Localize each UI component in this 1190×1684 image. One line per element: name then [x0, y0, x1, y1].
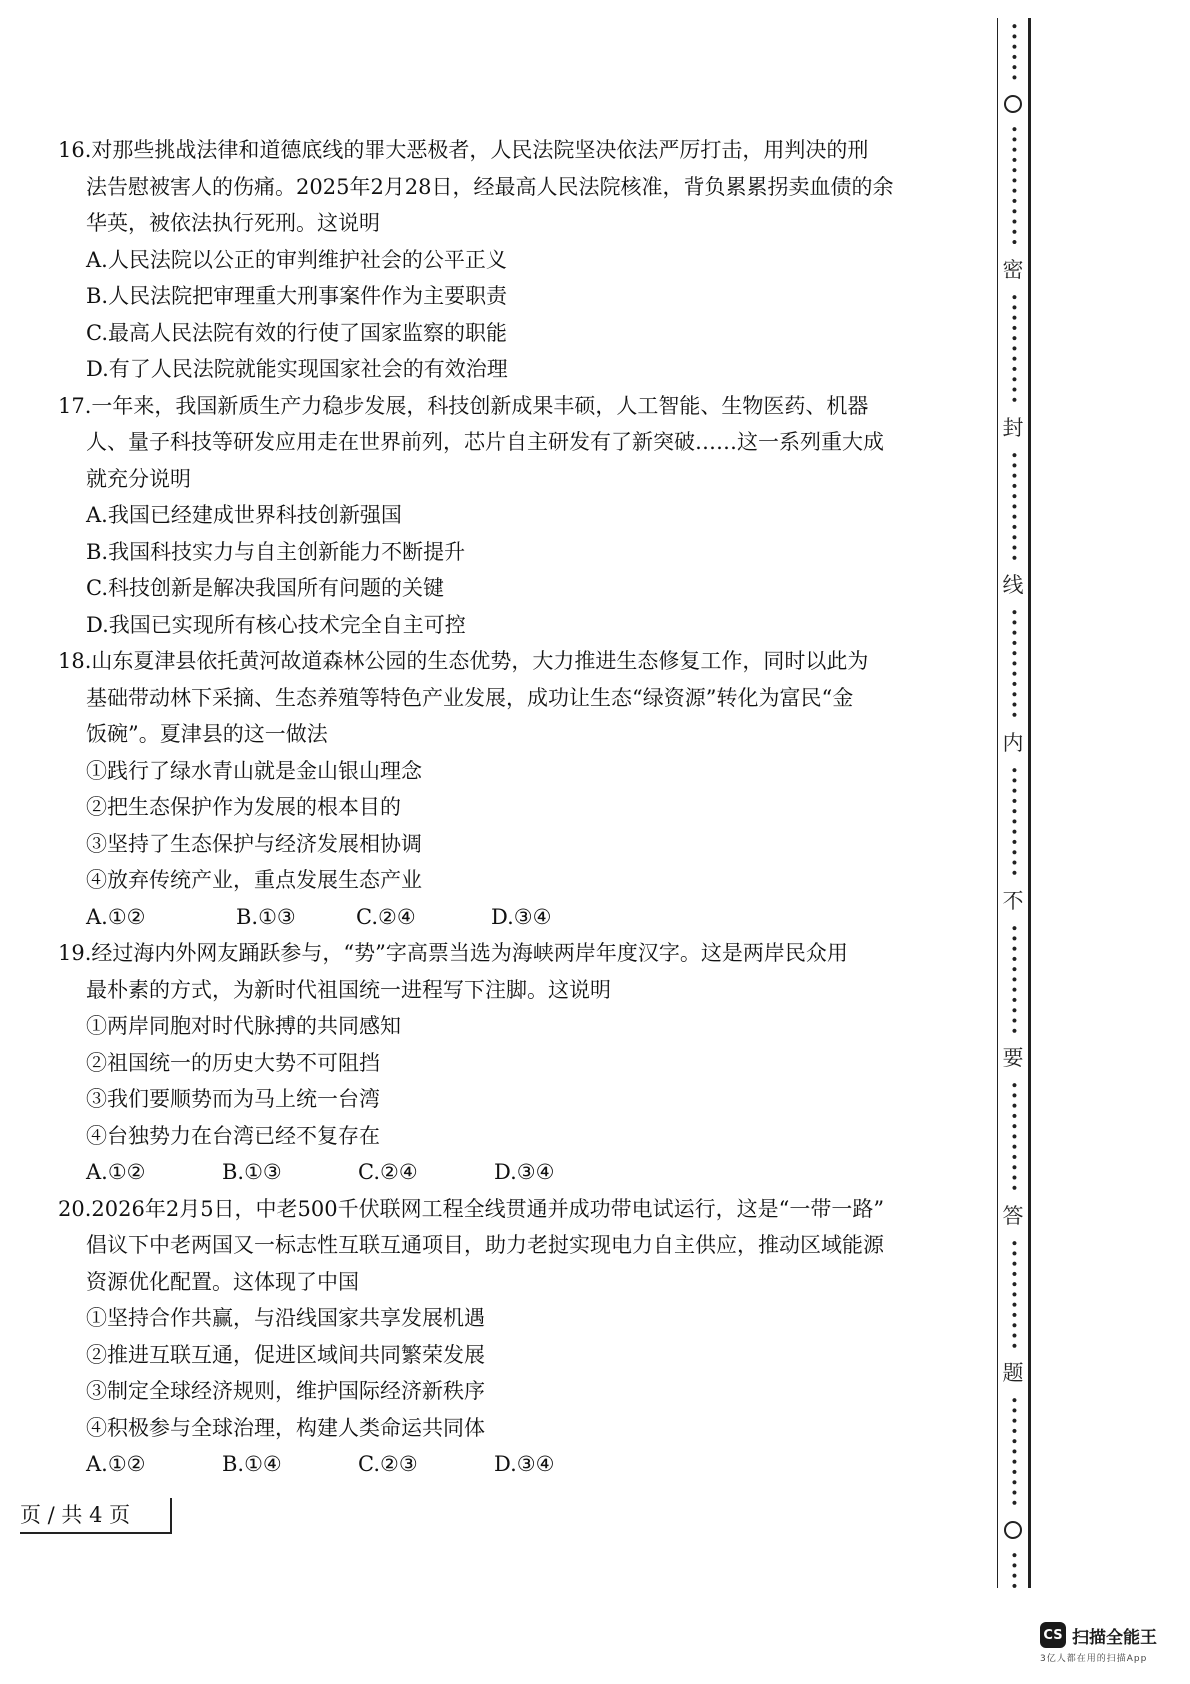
- statement-3: ③我们要顺势而为马上统一台湾: [86, 1087, 380, 1111]
- statement-3: ③坚持了生态保护与经济发展相协调: [86, 831, 422, 856]
- option-b: B.我国科技实力与自主创新能力不断提升: [86, 539, 466, 564]
- statement-2: ②推进互联互通，促进区域间共同繁荣发展: [86, 1342, 485, 1367]
- choice-b: B.①③: [236, 904, 296, 929]
- seal-char: 要: [1002, 1046, 1024, 1071]
- dotted-line: •••••••••••: [1005, 450, 1021, 564]
- option-d: D.我国已实现所有核心技术完全自主可控: [86, 612, 466, 637]
- statement-3: ③制定全球经济规则，维护国际经济新秩序: [86, 1379, 485, 1403]
- question-stem: 16.对那些挑战法律和道德底线的罪大恶极者，人民法院坚决依法严厉打击，用判决的刑: [58, 138, 869, 162]
- seal-char: 密: [1002, 258, 1024, 283]
- choice-c: C.②④: [356, 904, 416, 929]
- statement-4: ④台独势力在台湾已经不复存在: [86, 1123, 380, 1148]
- choice-a: A.①②: [86, 1160, 146, 1184]
- dotted-line: •••••••••••: [1005, 1396, 1021, 1510]
- question-list: [58, 132, 948, 1483]
- seal-char: 封: [1002, 415, 1024, 440]
- question-stem: 倡议下中老两国又一标志性互联互通项目，助力老挝实现电力自主供应，推动区域能源: [86, 1233, 884, 1257]
- statement-1: ①两岸同胞对时代脉搏的共同感知: [86, 1014, 401, 1038]
- choice-a: A.①②: [86, 1452, 146, 1476]
- question-stem: 基础带动林下采摘、生态养殖等特色产业发展，成功让生态“绿资源”转化为富民“金: [86, 685, 854, 710]
- seal-char: 线: [1002, 573, 1024, 598]
- question-stem: 17.一年来，我国新质生产力稳步发展，科技创新成果丰硕，人工智能、生物医药、机器: [58, 393, 869, 418]
- question-stem: 最朴素的方式，为新时代祖国统一进程写下注脚。这说明: [86, 977, 611, 1002]
- circle-mark: [1004, 95, 1022, 113]
- choice-d: D.③④: [494, 1452, 555, 1476]
- statement-4: ④放弃传统产业，重点发展生态产业: [86, 868, 422, 892]
- dotted-line: ••••••: [1005, 22, 1021, 84]
- answer-choices: [58, 1154, 948, 1191]
- dotted-line: •••••••••••: [1005, 923, 1021, 1037]
- watermark-name: 扫描全能王: [1072, 1627, 1157, 1648]
- question-stem: 19.经过海内外网友踊跃参与，“势”字高票当选为海峡两岸年度汉字。这是两岸民众用: [58, 941, 848, 965]
- answer-choices: [58, 1446, 948, 1483]
- statement-2: ②祖国统一的历史大势不可阻挡: [86, 1050, 380, 1075]
- question-stem: 就充分说明: [86, 466, 191, 491]
- option-b: B.人民法院把审理重大刑事案件作为主要职责: [86, 284, 508, 308]
- page-footer: [20, 1498, 172, 1534]
- seal-char: 内: [1002, 731, 1024, 756]
- choice-d: D.③④: [494, 1160, 555, 1184]
- question-stem: 人、量子科技等研发应用走在世界前列，芯片自主研发有了新突破……这一系列重大成: [86, 430, 884, 454]
- seal-border-right: [1028, 18, 1031, 1588]
- dotted-line: •••••••••••: [1005, 608, 1021, 722]
- camscanner-logo-icon: CS: [1040, 1622, 1066, 1648]
- option-a: A.我国已经建成世界科技创新强国: [86, 503, 402, 527]
- choice-b: B.①④: [222, 1452, 282, 1476]
- circle-mark: [1004, 1521, 1022, 1539]
- statement-2: ②把生态保护作为发展的根本目的: [86, 795, 401, 819]
- dotted-line: •••••••••••: [1005, 293, 1021, 406]
- question-16: [58, 132, 948, 388]
- seal-line: [1001, 22, 1025, 1592]
- choice-c: C.②③: [358, 1452, 418, 1476]
- question-17: [58, 388, 948, 644]
- page-count-text: 页 / 共 4 页: [20, 1503, 131, 1527]
- seal-char: 答: [1002, 1203, 1024, 1228]
- question-stem: 法告慰被害人的伤痛。2025年2月28日，经最高人民法院核准，背负累累拐卖血债的余: [86, 174, 894, 199]
- dotted-line: •••••••••••: [1005, 1238, 1021, 1352]
- dotted-line: ••••••••••••: [1005, 125, 1021, 249]
- watermark-subtitle: 3亿人都在用的扫描App: [1040, 1654, 1148, 1664]
- question-stem: 饭碗”。夏津县的这一做法: [86, 722, 328, 746]
- question-stem: 20.2026年2月5日，中老500千伏联网工程全线贯通并成功带电试运行，这是“一带一路”: [58, 1196, 885, 1221]
- dotted-line: •••••••••••: [1005, 1081, 1021, 1194]
- choice-a: A.①②: [86, 904, 146, 929]
- question-stem: 华英，被依法执行死刑。这说明: [86, 211, 380, 235]
- option-d: D.有了人民法院就能实现国家社会的有效治理: [86, 357, 508, 381]
- question-stem: 资源优化配置。这体现了中国: [86, 1269, 359, 1294]
- choice-b: B.①③: [222, 1160, 282, 1184]
- statement-4: ④积极参与全球治理，构建人类命运共同体: [86, 1415, 485, 1440]
- choice-d: D.③④: [491, 904, 552, 929]
- dotted-line: •••••••••••: [1005, 765, 1021, 879]
- answer-choices: [58, 899, 948, 936]
- seal-char: 题: [1002, 1361, 1024, 1386]
- seal-border-left: [997, 18, 998, 1588]
- option-c: C.科技创新是解决我国所有问题的关键: [86, 576, 444, 600]
- question-stem: 18.山东夏津县依托黄河故道森林公园的生态优势，大力推进生态修复工作，同时以此为: [58, 649, 869, 673]
- dotted-line: ••••: [1005, 1550, 1021, 1592]
- question-20: [58, 1191, 948, 1483]
- option-a: A.人民法院以公正的审判维护社会的公平正义: [86, 247, 507, 272]
- seal-char: 不: [1002, 888, 1024, 913]
- statement-1: ①践行了绿水青山就是金山银山理念: [86, 758, 422, 783]
- statement-1: ①坚持合作共赢，与沿线国家共享发展机遇: [86, 1306, 485, 1330]
- scanner-watermark: [1040, 1622, 1185, 1664]
- choice-c: C.②④: [358, 1160, 418, 1184]
- question-18: [58, 643, 948, 935]
- question-19: [58, 935, 948, 1191]
- option-c: C.最高人民法院有效的行使了国家监察的职能: [86, 320, 507, 345]
